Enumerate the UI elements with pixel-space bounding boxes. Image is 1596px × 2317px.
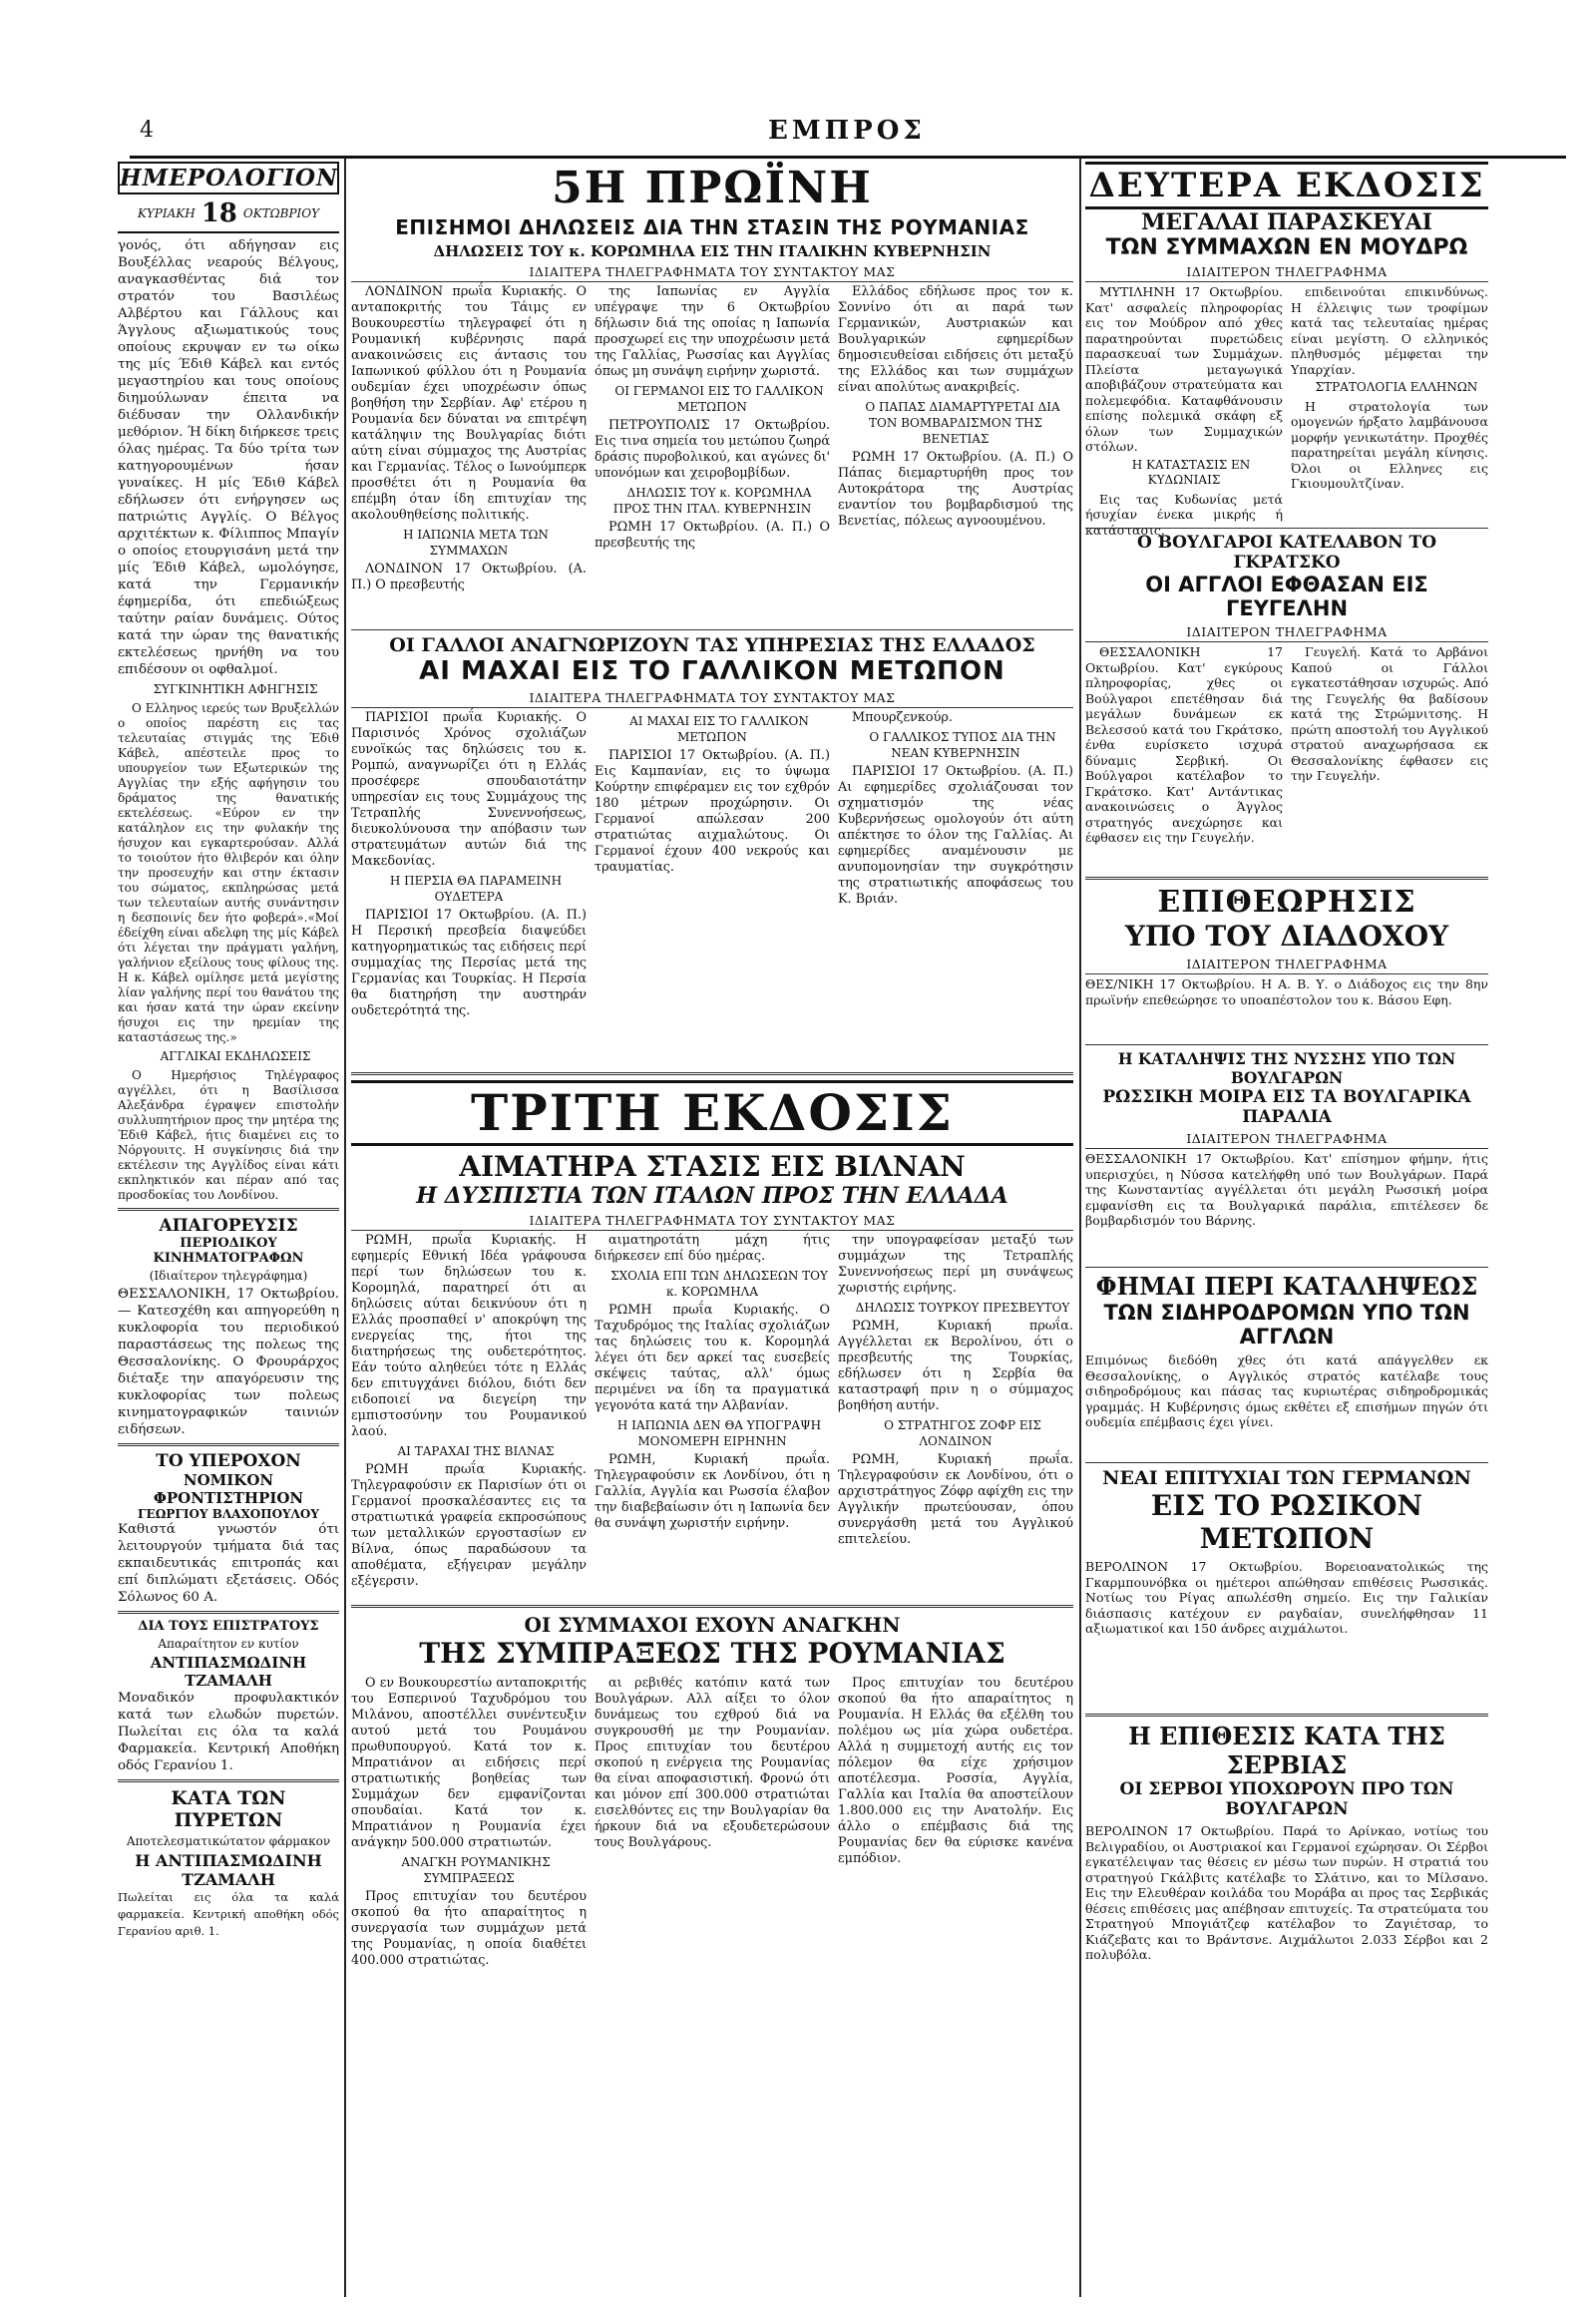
ad-fever-title: ΚΑΤΑ ΤΩΝ ΠΥΡΕΤΩΝ <box>171 1787 286 1831</box>
subhead-kydonies: Η ΚΑΤΑΣΤΑΣΙΣ ΕΝ ΚΥΔΩΝΙΑΙΣ <box>1131 457 1251 487</box>
headline-serbs-retreat: ΟΙ ΣΕΡΒΟΙ ΥΠΟΧΩΡΟΥΝ ΠΡΟ ΤΩΝ ΒΟΥΛΓΑΡΩΝ <box>1119 1779 1454 1819</box>
masthead: ΕΜΠΡΟΣ <box>768 116 926 146</box>
article-battle: αιματηροτάτη μάχη ήτις διήρκεσεν επί δύο ημέρας. <box>595 1233 830 1264</box>
headline-russian-fleet: ΡΩΣΣΙΚΗ ΜΟΙΡΑ ΕΙΣ ΤΑ ΒΟΥΛΓΑΡΙΚΑ ΠΑΡΑΛΙΑ <box>1102 1087 1471 1127</box>
subhead-turkish: ΔΗΛΩΣΙΣ ΤΟΥΡΚΟΥ ΠΡΕΣΒΕΥΤΟΥ <box>855 1301 1070 1315</box>
subhead-japan-peace: Η ΙΑΠΩΝΙΑ ΔΕΝ ΘΑ ΥΠΟΓΡΑΨΗ ΜΟΝΟΜΕΡΗ ΕΙΡΗΝΗΝ <box>616 1418 822 1448</box>
article-rome-idea: ΡΩΜΗ, πρωΐα Κυριακής. Η εφημερίς Εθνική Ιδέα γράφουσα περί των δηλώσεων του κ. Κορομηλά, παρατηρεί ότι αι δηλώσεις αύται δεικνύουν ότι η Ελλάς προσπαθεί ν' αποκρύψη της ενεργείας της, ήτοι της διατηρήσεως της ουδετερότητος. Εάν τούτο αληθεύει τότε η Ελλάς δεν επιτυγχάνει διόλου, διότι δεν ειδοποιεί να διεγείρη την εμπιστοσύνην του Ρουμανικού λαού. <box>351 1233 587 1439</box>
subhead-koromilas: ΔΗΛΩΣΙΣ ΤΟΥ κ. ΚΟΡΩΜΗΛΑ ΠΡΟΣ ΤΗΝ ΙΤΑΛ. ΚΥΒΕΡΝΗΣΙΝ <box>612 486 812 516</box>
ad-fever-name: ΤΖΑΜΑΛΗ <box>182 1870 275 1889</box>
column-divider-2 <box>1079 158 1081 2297</box>
subhead-recruitment: ΣΤΡΑΤΟΛΟΓΙΑ ΕΛΛΗΝΩΝ <box>1315 380 1478 394</box>
article-rome-vilna: ΡΩΜΗ πρωΐα Κυριακής. Τηλεγραφούσιν εκ Παρισίων ότι οι Γερμανοί προσκαλέσαντες εις τα στρατιωτικά γραφεία εκπροσώπους των μεταλλικών εργοστασίων εν Βίλνα, όπως παραδώσουν τα αποθέματα, εξήγειραν μεγάλην εξέγερσιν. <box>351 1462 587 1589</box>
headline-koromilas: ΔΗΛΩΣΕΙΣ ΤΟΥ κ. ΚΟΡΩΜΗΛΑ ΕΙΣ ΤΗΝ ΙΤΑΛΙΚΗΝ ΚΥΒΕΡΝΗΣΙΝ <box>433 242 992 260</box>
ad-school-title: ΤΟ ΥΠΕΡΟΧΟΝ <box>156 1451 301 1471</box>
article-romanian-need: Προς επιτυχίαν του δευτέρου σκοπού θα ήτο απαραίτητος η συνεργασία των συμμάχων μετά της Ρουμανίας, η οποία διαθέτει 400.000 στρατιώτας. <box>351 1889 587 1968</box>
calendar-title: ΗΜΕΡΟΛΟΓΙΟΝ <box>118 162 339 194</box>
ad-fever-brand: Η ΑΝΤΙΠΑΣΜΩΔΙΝΗ <box>135 1851 322 1870</box>
article-paris-1: ΠΑΡΙΣΙΟΙ πρωΐα Κυριακής. Ο Παρισινός Χρόνος σχολιάζων ευνοϊκώς τας δηλώσεις του κ. Ρομπώ, αναγνωρίζει ότι η Ελλάς προσέφερε σπουδαιοτάτην υπηρεσίαν εις τους Συμμάχους της Τετραπλής Συνεννοήσεως, διευκολύνουσα την απόβασιν των στρατευμάτων αυτών διά της Μακεδονίας. <box>351 710 587 869</box>
article-rome-comments: ΡΩΜΗ πρωΐα Κυριακής. Ο Ταχυδρόμος της Ιταλίας σχολιάζων τας δηλώσεις του κ. Κορομηλά λέγει ότι δεν αρκεί τας ευσεβείς σκέψεις ταύτας, αλλ' όμως περιμένει να ίδη τα πραγματικά γεγονότα κατά την Αλβανίαν. <box>595 1303 830 1413</box>
article-recruitment: Η στρατολογία των ομογενών ήρξατο λαμβάνουσα μορφήν γενικωτάτην. Προχθές παρατηρείται μεγάλη κίνησις. Όλοι οι Ελληνες εις Γκιουμουλτζίναν. <box>1291 398 1488 491</box>
headline-inspection: ΕΠΙΘΕΩΡΗΣΙΣ <box>1157 885 1416 920</box>
ad-fever-text: Πωλείται εις όλα τα καλά φαρμακεία. Κεντρική αποθήκη οδός Γερανίου αριθ. 1. <box>118 1890 339 1938</box>
article-petroupolis: ΠΕΤΡΟΥΠΟΛΙΣ 17 Οκτωβρίου. Εις τινα σημεία του μετώπου ζωηρά δράσις πυροβολικού, και αγώνες δι' υπονόμων και χειροβομβίδων. <box>595 418 830 481</box>
headline-italians: Η ΔΥΣΠΙΣΤΙΑ ΤΩΝ ΙΤΑΛΩΝ ΠΡΟΣ ΤΗΝ ΕΛΛΑΔΑ <box>416 1183 1008 1209</box>
subhead-romanian-need: ΑΝΑΓΚΗ ΡΟΥΜΑΝΙΚΗΣ ΣΥΜΠΡΑΞΕΩΣ <box>401 1855 551 1885</box>
subhead-right-3: ΙΔΙΑΙΤΕΡΟΝ ΤΗΛΕΓΡΑΦΗΜΑ <box>1085 957 1488 974</box>
center-column <box>351 162 1073 2296</box>
article-thessaloniki-1: ΘΕΣΣΑΛΟΝΙΚΗ 17 Οκτωβρίου. Κατ' εγκύρους πληροφορίας, χθες οι Βούλγαροι επετέθησαν διά μεγάλων δυνάμεων εκ Βελεσσού κατά του Γκράτσκο, ένθα ευρίσκετο ισχυρά δύναμις Σερβική. Οι Βούλγαροι κατέλαβον το Γκράτσκο. Κατ' Αντάντικας ανακοινώσεις ο Άγγλος στρατηγός ανεχώρησε και έφθασεν εις την Γευγελήν. <box>1085 644 1283 845</box>
article-berlin-2: ΒΕΡΟΛΙΝΟΝ 17 Οκτωβρίου. Παρά το Αρίνκαο, νοτίως του Βελιγραδίου, οι Αυστριακοί και Γερμανοί εχώρησαν. Οι Σέρβοι εγκατέλειψαν τας θέσεις εν μέσω των πυρών. Η στρατιά του στρατηγού Γκάλβιτς κατέλαβε το Σλάτινο, και το Μίλσανο. Εις την Ελευθέραν κοιλάδα του Μοράβα αι προς τας Σερβικάς θέσεις επιθέσεις μας απέβησαν επιτυχείς. Τα στρατεύματα του Στρατηγού Μπογιάτζεφ κατέλαβον το Ζαγιέτσαρ, το Κιάζεβατς και το Βράντσνε. Αιχμάλωτοι 2.033 Σέρβοι και 2 πολυβόλα. <box>1085 1823 1488 1962</box>
headline-gevgelija: ΟΙ ΑΓΓΛΟΙ ΕΦΘΑΣΑΝ ΕΙΣ ΓΕΥΓΕΛΗΝ <box>1145 573 1428 620</box>
subhead-telegrams-2: ΙΔΙΑΙΤΕΡΑ ΤΗΛΕΓΡΑΦΗΜΑΤΑ ΤΟΥ ΣΥΝΤΑΚΤΟΥ ΜΑΣ <box>351 690 1073 708</box>
article-entente: την υπογραφείσαν μεταξύ των συμμάχων της Τετραπλής Συνεννοήσεως περί μη συνάψεως χωριστής ειρήνης. <box>838 1233 1073 1296</box>
article-rome-japan: ΡΩΜΗ, Κυριακή πρωΐα. Τηλεγραφούσιν εκ Λονδίνου, ότι η Γαλλία, Αγγλία και Ρωσσία έλαβον την διαβεβαίωσιν ότι η Ιαπωνία δεν θα συνάψη χωριστήν ειρήνην. <box>595 1452 830 1531</box>
ad-ban-title: ΑΠΑΓΟΡΕΥΣΙΣ <box>159 1216 298 1236</box>
section-english-text: Ο Ημερήσιος Τηλέγραφος αγγέλλει, ότι η Βασίλισσα Αλεξάνδρα έγραψεν επιστολήν συλλυπητήριον προς την μητέρα της Έδιθ Κάβελ, ήτις διαμένει εις το Νόργουιτς. Η συγκίνησις διά την εκτέλεσιν της Αγγλίδος είναι κάτι εκπληκτικόν και πέραν από τας προσδοκίας του Λονδίνου. <box>118 1068 339 1202</box>
article-second-aim: Προς επιτυχίαν του δευτέρου σκοπού θα ήτο απαραίτητος η Ρουμανία. Η Ελλάς θα εξέλθη του πολέμου ως μία χώρα ουδετέρα. Αλλά η συμμετοχή αυτής εις τον πόλεμον θα είχε χρήσιμον αποτέλεσμα. Ροσσία, Αγγλία, Γαλλία και Ιταλία θα αποστείλουν 1.800.000 εις την Ανατολήν. Εις άλλο ο επέμβασις διά της Ρουμανίας δεν θα εύρισκε κανένα εμπόδιον. <box>838 1676 1073 1866</box>
article-mytilene: ΜΥΤΙΛΗΝΗ 17 Οκτωβρίου. Κατ' ασφαλείς πληροφορίας εις τον Μούδρον από χθες παρατηρούνται πυρετώδεις παρασκευαί των Συμμάχων. Πλείστα μεταγωγικά αποβιβάζουν στρατεύματα και πολεμεφόδια. Καταφθάνουσιν επίσης πολεμικά σκάφη εξ όλων των Συμμαχικών στόλων. <box>1085 284 1283 454</box>
headline-romania-cooperation: ΤΗΣ ΣΥΜΠΡΑΞΕΩΣ ΤΗΣ ΡΟΥΜΑΝΙΑΣ <box>419 1637 1005 1670</box>
article-paris-press: ΠΑΡΙΣΙΟΙ 17 Οκτωβρίου. (Α. Π.) Αι εφημερίδες σχολιάζουσαι τον σχηματισμόν της νέας Κυβερνήσεως ομολογούν ότι αύτη απέκτησε το όλον της Γαλλίας. Αι εφημερίδες αναμένουσιν με ανυπομονησίαν την συγκρότησιν της στρατιωτικής αποφάσεως του Κ. Βριάν. <box>838 764 1073 907</box>
section-title-english: ΑΓΓΛΙΚΑΙ ΕΚΔΗΛΩΣΕΙΣ <box>160 1049 311 1063</box>
ad-reservists-text: Μοναδικόν προφυλακτικόν κατά των ελωδών πυρετών. Πωλείται εις όλα τα καλά Φαρμακεία. Κεντρική Αποθήκη οδός Γερανίου 1. <box>118 1691 339 1773</box>
ad-school-text: Καθιστά γνωστόν ότι λειτουργούν τμήματα διά τας εκπαιδευτικάς επιτροπάς και επί διπλώματι εξετάσεις. Οδός Σόλωνος 60 Α. <box>118 1522 339 1605</box>
subhead-battles: ΑΙ ΜΑΧΑΙ ΕΙΣ ΤΟ ΓΑΛΛΙΚΟΝ ΜΕΤΩΠΟΝ <box>629 714 809 744</box>
headline-preparations: ΜΕΓΑΛΑΙ ΠΑΡΑΣΚΕΥΑΙ <box>1141 209 1432 235</box>
subhead-telegrams-1: ΙΔΙΑΙΤΕΡΑ ΤΗΛΕΓΡΑΦΗΜΑΤΑ ΤΟΥ ΣΥΝΤΑΚΤΟΥ ΜΑΣ <box>351 264 1073 282</box>
article-rome-turkish: ΡΩΜΗ, Κυριακή πρωΐα. Αγγέλλεται εκ Βερολίνου, ότι ο πρεσβευτής της Τουρκίας, εδήλωσεν ότι η Σερβία θα καταστραφή πριν η ο σύμμαχος βοηθήση αυτήν. <box>838 1319 1073 1413</box>
headline-german-success: ΝΕΑΙ ΕΠΙΤΥΧΙΑΙ ΤΩΝ ΓΕΡΜΑΝΩΝ <box>1102 1467 1471 1489</box>
subhead-pope: Ο ΠΑΠΑΣ ΔΙΑΜΑΡΤΥΡΕΤΑΙ ΔΙΑ ΤΟΝ ΒΟΜΒΑΡΔΙΣΜΟΝ ΤΗΣ ΒΕΝΕΤΙΑΣ <box>865 400 1060 446</box>
article-gevgelija: Γευγελή. Κατά το Αρβάνοι Καπού οι Γάλλοι εγκατεστάθησαν ισχυρώς. Από της Γευγελής θα βαδίσουν κατά της Στρώμνιτσης. Η πρώτη αποστολή του Αγγλικού στρατού αναχωρήσασα εκ Θεσσαλονίκης έφθασεν εις την Γευγελήν. <box>1291 644 1488 783</box>
edition-title-third: ΤΡΙΤΗ ΕΚΔΟΣΙΣ <box>351 1080 1073 1146</box>
calendar-intro-text: γονός, ότι αδήγησαν εις Βουξέλλας νεαρούς Βέλγους, αναγκασθέντας διά τον στρατόν του Βασιλέως Αλβέρτου και Γάλλους και Άγγλους αξιωματικούς τους οποίους εκρυψαν εν τω οίκω της μίς Έδιθ Κάβελ και εντός μεγαστηρίου και τους οποίους διημούλωναν έπειτα να διέδυσαν την Ολλανδικήν μεθόριον. Ή δίκη διήρκεσε τρεις όλας ημέρας. Τα δύο τρίτα των κατηγορουμένων ήσαν γυναίκες. Η μίς Έδιθ Κάβελ εδήλωσεν ότι ενήργησεν ως πατριώτις Αγγλίς. Ο Βέλγος αρχιτέκτων κ. Φίλιππος Μπαγίν ο οποίος ετουργισάνη μετά την μίς Έδιθ Κάβελ, ωμολόγησε, κατά την Γερμανικήν έφημερίδα, ότι επεδιώξεως ταύτην ραίαν δυνάμεις. Ούτος κατά την ώραν της θανατικής εκτελέσεως ηρνήθη να του επιδέσουν οι οφθαλμοί. <box>118 238 339 677</box>
ad-reservists-line: Απαραίτητον εν κυτίον <box>158 1637 299 1651</box>
section-narrative-text: Ο Ελληνος ιερεύς των Βρυξελλών ο οποίος παρέστη εις τας τελευταίας στιγμάς της Έδιθ Κάβελ, απέστειλε προς το υπουργείον των Εξωτερικών της Αγγλίας την εξής αφήγησιν του δράματος της θανατικής εκτελέσεως. «Εύρον εν την κατάληλον εις την φυλακήν της ήσυχον και εγκαρτερούσαν. Αλλά το τοιούτον ήτο θλιβερόν και όλην την προσευχήν και στην έκτασιν του σώματος, εκπληρώσας μετά των τελευταίων αυτής συνάντησιν η δεσποινίς δεν ήτο φοβερά».«Μοί έδείχθη είναι αδελφη της μίς Κάβελ ότι λέγεται την πράγματι γαλήνη, γαλήνιον εξείλους τους φίλους της. Η κ. Κάβελ ομίλησε μετά μεγίστης λίαν γαλήνης περί του θανάτου της και ήσαν κατά την ώραν εκείνην ήσυχοι εις την ηρεμίαν της καταστάσεως της.» <box>118 701 339 1044</box>
headline-vilna: ΑΙΜΑΤΗΡΑ ΣΤΑΣΙΣ ΕΙΣ ΒΙΛΝΑΝ <box>459 1150 966 1183</box>
page-number: 4 <box>140 118 154 143</box>
ad-ban-subtitle: ΠΕΡΙΟΔΙΚΟΥ ΚΙΝΗΜΑΤΟΓΡΑΦΩΝ <box>153 1236 304 1266</box>
article-shortage: επιδεινούται επικινδύνως. Η έλλειψις των τροφίμων κατά τας τελευταίας ημέρας είναι μεγίστη. Ο ελληνικός πληθυσμός μέμφεται την Υπαρχίαν. <box>1291 284 1488 377</box>
subhead-comments: ΣΧΟΛΙΑ ΕΠΙ ΤΩΝ ΔΗΛΩΣΕΩΝ ΤΟΥ κ. ΚΟΡΩΜΗΛΑ <box>610 1269 828 1299</box>
headline-french-greece: ΟΙ ΓΑΛΛΟΙ ΑΝΑΓΝΩΡΙΖΟΥΝ ΤΑΣ ΥΠΗΡΕΣΙΑΣ ΤΗΣ ΕΛΛΑΔΟΣ <box>389 634 1035 656</box>
article-rome-1: ΡΩΜΗ 17 Οκτωβρίου. (Α. Π.) Ο πρεσβευτής της <box>595 520 830 551</box>
right-column <box>1085 162 1488 2296</box>
subhead-right-1: ΙΔΙΑΙΤΕΡΟΝ ΤΗΛΕΓΡΑΦΗΜΑ <box>1085 264 1488 282</box>
subhead-telegrams-3: ΙΔΙΑΙΤΕΡΑ ΤΗΛΕΓΡΑΦΗΜΑΤΑ ΤΟΥ ΣΥΝΤΑΚΤΟΥ ΜΑΣ <box>351 1213 1073 1231</box>
article-kydonies: Εις τας Κυδωνίας μετά ήσυχίαν ένεκα μικρής ή κατάστασις. <box>1085 491 1283 538</box>
article-london-1: ΛΟΝΔΙΝΟΝ πρωΐα Κυριακής. Ο ανταποκριτής του Τάιμς εν Βουκουρεστίω τηλεγραφεί ότι η Ρουμανική κυβέρνησις παρά ανακοινώσεις εις άντασις του Ιαπωνικού φύλλου ότι η Ρουμανία ουδεμίαν έχει υποχρέωσιν όπως βοηθήση την Σερβίαν. Αφ' ετέρου η Ρουμανία δεν δύναται να επιτρέψη κατάληψιν της Βουλγαρίας διότι αύτη είναι σύμμαχος της Αυστρίας και Γερμανίας. Τέλος ο Ιωνούμπερκ προσθέτει ότι η Ρουμανία θα επέμβη όταν ίδη επιτυχίαν της ακολουθηθείσης πολιτικής. <box>351 284 587 523</box>
headline-serbia-attack: Η ΕΠΙΘΕΣΙΣ ΚΑΤΑ ΤΗΣ ΣΕΡΒΙΑΣ <box>1128 1722 1445 1779</box>
article-berlin-1: ΒΕΡΟΛΙΝΟΝ 17 Οκτωβρίου. Βορειοανατολικώς της Γκαρμπουνόβκα οι ημέτεροι απώθησαν επιθέσεις Ρωσσικάς. Νοτίως του Ρίγας απωλέσθη σημείο. Εις την Γαλικίαν διάσπασις κατέχουν εν ραγδαίαν, συνελήφθησαν 11 αξιωματικοί και 150 άνδρες αιχμάλωτοι. <box>1085 1559 1488 1636</box>
subhead-japan: Η ΙΑΠΩΝΙΑ ΜΕΤΑ ΤΩΝ ΣΥΜΜΑΧΩΝ <box>403 528 549 558</box>
section-title-narrative: ΣΥΓΚΙΝΗΤΙΚΗ ΑΦΗΓΗΣΙΣ <box>153 682 318 696</box>
headline-french-front: ΑΙ ΜΑΧΑΙ ΕΙΣ ΤΟ ΓΑΛΛΙΚΟΝ ΜΕΤΩΠΟΝ <box>419 656 1005 686</box>
article-rome-pope: ΡΩΜΗ 17 Οκτωβρίου. (Α. Π.) Ο Πάπας διεμαρτυρήθη προς τον Αυτοκράτορα της Αυστρίας εναντίον του βομβαρδισμού της Βενετίας, πόλεως αγνοουμένου. <box>838 450 1073 529</box>
article-japan: της Ιαπωνίας εν Αγγλία υπέγραψε την 6 Οκτωβρίου δήλωσιν διά της οποίας η Ιαπωνία προσχωρεί εις την υποχρέωσιν μετά της Γαλλίας, Ρωσσίας και Αγγλίας όπως μη συνάψη ειρήνην χωριστά. <box>595 284 830 379</box>
calendar-date <box>118 198 339 233</box>
ad-ban-text: ΘΕΣΣΑΛΟΝΙΚΗ, 17 Οκτωβρίου. — Κατεσχέθη και απηγορεύθη η κυκλοφορία του περιοδικού παραστάσεως της πολεως της Θεσσαλονίκης. Ο Φρουράρχος διέταξε την απαγόρευσιν της κυκλοφορίας των πολεως κινηματογραφικών ταινιών ειδήσεων. <box>118 1287 339 1437</box>
article-paris-persia: ΠΑΡΙΣΙΟΙ 17 Οκτωβρίου. (Α. Π.) Η Περσική πρεσβεία διαψεύδει κατηγορηματικώς τας ειδήσεις περί συμμαχίας της Περσίας μετά της Γερμανίας και Τουρκίας. Η Περσία θα διατηρήση την αυστηράν ουδετερότητά της. <box>351 908 587 1018</box>
edition-title-morning: 5Η ΠΡΩΪΝΗ <box>552 163 873 213</box>
edition-title-second: ΔΕΥΤΕΡΑ ΕΚΔΟΣΙΣ <box>1085 162 1488 209</box>
article-railways: Επιμόνως διεδόθη χθες ότι κατά απάγγελθεν εκ Θεσσαλονίκης, ο Αγγλικός στρατός κατέλαβε τους σιδηροδρόμους και πάσας τας κυριωτέρας σιδηροδρομικάς γραμμάς. Η Κυβέρνησις όμως εκθέτει εξ επισήμων πηγών ότι ουδεμία επέμβασις έχει γίνει. <box>1085 1352 1488 1429</box>
ad-school-subtitle: ΝΟΜΙΚΟΝ ΦΡΟΝΤΙΣΤΗΡΙΟΝ <box>153 1471 304 1507</box>
headline-gradsko: Ο ΒΟΥΛΓΑΡΟΙ ΚΑΤΕΛΑΒΟΝ ΤΟ ΓΚΡΑΤΣΚΟ <box>1137 533 1436 573</box>
article-bulgarians: αι ρεβιθές κατόπιν κατά των Βουλγάρων. Αλλ αίξει το όλον δυνάμεως του εχθρού διά να συγκρουσθή με την Ρουμανίαν. Προς επιτυχίαν του δευτέρου σκοπού η ενέργεια της Ρουμανίας θα είναι αποφασιστική. Φρονώ ότι και μόνον επί 300.000 στρατιώται εισελθόντες εις την Βουλγαρίαν θα ήρκουν διά να εξουδετερώσουν τους Βουλγάρους. <box>595 1676 830 1850</box>
headline-rumours: ΦΗΜΑΙ ΠΕΡΙ ΚΑΤΑΛΗΨΕΩΣ <box>1095 1272 1478 1301</box>
calendar-month: ΟΚΤΩΒΡΙΟΥ <box>242 206 320 220</box>
article-bourzenkour: Μπουρζενκούρ. <box>852 710 953 725</box>
subhead-persia: Η ΠΕΡΣΙΑ ΘΑ ΠΑΡΑΜΕΙΝΗ ΟΥΔΕΤΕΡΑ <box>389 874 563 904</box>
headline-romania: ΕΠΙΣΗΜΟΙ ΔΗΛΩΣΕΙΣ ΔΙΑ ΤΗΝ ΣΤΑΣΙΝ ΤΗΣ ΡΟΥΜΑΝΙΑΣ <box>395 215 1029 239</box>
article-thessaloniki-3: ΘΕΣΣΑΛΟΝΙΚΗ 17 Οκτωβρίου. Κατ' επίσημον φήμην, ήτις υπερισχύει, η Νύσσα κατελήφθη υπό των Βουλγάρων. Παρά της Κωνσταντίας αγγέλλεται ότι μεγάλη Ρωσσική μοίρα εμφανίσθη εις τα Βουλγαρικά παράλια, επιτέλεσεν δε βομβαρδισμόν του Βάρνης. <box>1085 1151 1488 1228</box>
article-thessaloniki-2: ΘΕΣ/ΝΙΚΗ 17 Οκτωβρίου. Η Α. Β. Υ. ο Διάδοχος εις την 8ην πρωϊνήν επεθεώρησε το υποαπέστολον του κ. Βάσου Εφη. <box>1085 976 1488 1007</box>
headline-allies-need: ΟΙ ΣΥΜΜΑΧΟΙ ΕΧΟΥΝ ΑΝΑΓΚΗΝ <box>524 1613 901 1637</box>
headline-moudros: ΤΩΝ ΣΥΜΜΑΧΩΝ ΕΝ ΜΟΥΔΡΩ <box>1105 235 1468 260</box>
page-header <box>130 112 1471 152</box>
headline-russian-front: ΕΙΣ ΤΟ ΡΩΣΙΚΟΝ ΜΕΤΩΠΟΝ <box>1150 1489 1423 1555</box>
calendar-day: ΚΥΡΙΑΚΗ <box>137 206 196 220</box>
article-paris-battles: ΠΑΡΙΣΙΟΙ 17 Οκτωβρίου. (Α. Π.) Εις Καμπανίαν, εις το ύψωμα Κούρτην επιφέραμεν εις τον εχθρόν 180 μέτρων προχώρησιν. Οι Γερμανοί απώλεσαν 200 στρατιώτας αιχμαλώτους. Οι Γερμανοί έχουν 400 νεκρούς και τραυματίας. <box>595 748 830 875</box>
ad-fever-line: Αποτελεσματικώτατον φάρμακον <box>126 1834 331 1848</box>
calendar-date-number: 18 <box>200 198 237 228</box>
subhead-germans-front: ΟΙ ΓΕΡΜΑΝΟΙ ΕΙΣ ΤΟ ΓΑΛΛΙΚΟΝ ΜΕΤΩΠΟΝ <box>614 384 824 414</box>
ad-reservists-name: ΤΖΑΜΑΛΗ <box>185 1672 272 1690</box>
subhead-vilna: ΑΙ ΤΑΡΑΧΑΙ ΤΗΣ ΒΙΛΝΑΣ <box>397 1444 555 1458</box>
ad-ban-note: (Ιδιαίτερον τηλεγράφημα) <box>149 1269 308 1283</box>
headline-nis: Η ΚΑΤΑΛΗΨΙΣ ΤΗΣ ΝΥΣΣΗΣ ΥΠΟ ΤΩΝ ΒΟΥΛΓΑΡΩΝ <box>1117 1049 1456 1087</box>
subhead-french-press: Ο ΓΑΛΛΙΚΟΣ ΤΥΠΟΣ ΔΙΑ ΤΗΝ ΝΕΑΝ ΚΥΒΕΡΝΗΣΙΝ <box>869 730 1056 760</box>
article-bucharest: Ο εν Βουκουρεστίω ανταποκριτής του Εσπερινού Ταχυδρόμου του Μιλάνου, αποστέλλει συνέντευξιν αυτού μετά του Ρουμάνου πρωθυπουργού. Κατά τον κ. Μπρατιάνον αι ειδήσεις περί στρατιωτικής βοηθείας των Συμμάχων δεν εμφανίζονται σπουδαίαι. Κατά τον κ. Μπρατιάνον η Ρουμανία έχει ανάγκην 500.000 στρατιωτών. <box>351 1676 587 1850</box>
subhead-right-4: ΙΔΙΑΙΤΕΡΟΝ ΤΗΛΕΓΡΑΦΗΜΑ <box>1085 1131 1488 1149</box>
subhead-right-2: ΙΔΙΑΙΤΕΡΟΝ ΤΗΛΕΓΡΑΦΗΜΑ <box>1085 624 1488 642</box>
subhead-joffre: Ο ΣΤΡΑΤΗΓΟΣ ΖΟΦΡ ΕΙΣ ΛΟΝΔΙΝΟΝ <box>884 1418 1041 1448</box>
article-rome-joffre: ΡΩΜΗ, Κυριακή πρωΐα. Τηλεγραφούσιν εκ Λονδίνου, ότι ο αρχιστράτηγος Ζόφρ αφίχθη εις την Αγγλικήν πρωτεύουσαν, όπου συνεργάσθη μετά του Αγγλικού επιτελείου. <box>838 1452 1073 1547</box>
ad-reservists-brand: ΑΝΤΙΠΑΣΜΩΔΙΝΗ <box>150 1654 307 1672</box>
column-divider-1 <box>344 158 346 2297</box>
ad-reservists-title: ΔΙΑ ΤΟΥΣ ΕΠΙΣΤΡΑΤΟΥΣ <box>138 1619 319 1634</box>
headline-crown-prince: ΥΠΟ ΤΟΥ ΔΙΑΔΟΧΟΥ <box>1124 920 1449 953</box>
left-column <box>118 162 339 2296</box>
ad-school-name: ΓΕΩΡΓΙΟΥ ΒΛΑΧΟΠΟΥΛΟΥ <box>138 1507 319 1521</box>
article-london-2: ΛΟΝΔΙΝΟΝ 17 Οκτωβρίου. (Α. Π.) Ο πρεσβευτής <box>351 562 587 592</box>
headline-railways: ΤΩΝ ΣΙΔΗΡΟΔΡΟΜΩΝ ΥΠΟ ΤΩΝ ΑΓΓΛΩΝ <box>1103 1301 1470 1349</box>
article-greece: Ελλάδος εδήλωσε προς τον κ. Σοννίνο ότι αι παρά των Γερμανικών, Αυστριακών και Βουλγαρικών εφημερίδων δημοσιευθείσαι ειδήσεις ότι μεταξύ της Ελλάδος και των συμμάχων είναι απολύτως ανακριβείς. <box>838 284 1073 395</box>
